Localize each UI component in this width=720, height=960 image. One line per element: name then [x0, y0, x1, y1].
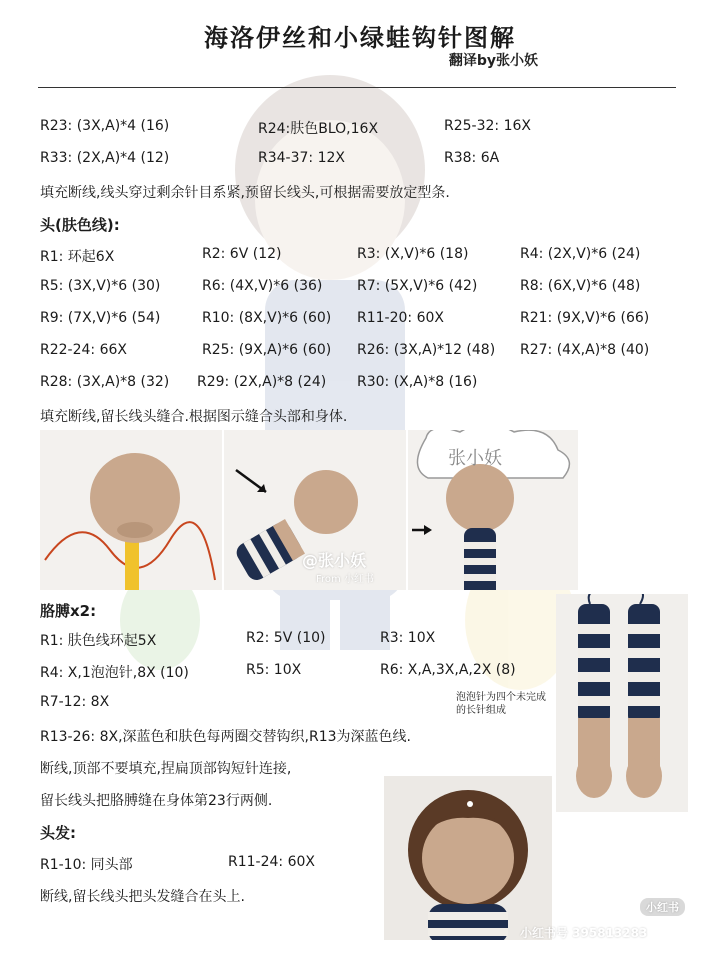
arms-row-r13-26: R13-26: 8X,深蓝色和肤色每两圈交替钩织,R13为深蓝色线. — [40, 729, 411, 745]
hair-heading: 头发: — [40, 824, 76, 842]
arms-row-r1: R1: 肤色线环起5X — [40, 633, 157, 649]
head-row: R1: 环起6X — [40, 249, 115, 265]
photo-assembled-doll — [408, 430, 578, 590]
footer-watermark-id: 小红书号 395813283 — [520, 926, 648, 940]
body-row-r38: R38: 6A — [444, 150, 500, 166]
hair-finish-note: 断线,留长线头把头发缝合在头上. — [40, 889, 245, 905]
photo-doll-with-hair — [384, 776, 552, 940]
body-row-r25-32: R25-32: 16X — [444, 118, 531, 134]
arms-finish-note-1: 断线,顶部不要填充,捏扁顶部钩短针连接, — [40, 761, 292, 777]
title-divider — [38, 87, 676, 88]
translator-credit: 翻译by张小妖 — [448, 53, 538, 69]
arms-row-r7-12: R7-12: 8X — [40, 694, 110, 710]
photo-two-arms — [556, 594, 688, 812]
head-row: R4: (2X,V)*6 (24) — [520, 246, 641, 262]
head-row: R25: (9X,A)*6 (60) — [202, 342, 332, 358]
head-row: R2: 6V (12) — [202, 246, 282, 262]
arms-row-r5: R5: 10X — [246, 662, 302, 678]
arms-row-r3: R3: 10X — [380, 630, 436, 646]
head-row: R7: (5X,V)*6 (42) — [357, 278, 478, 294]
cloud-label: 张小妖 — [448, 448, 502, 469]
head-row: R3: (X,V)*6 (18) — [357, 246, 469, 262]
head-row: R22-24: 66X — [40, 342, 127, 358]
head-row: R27: (4X,A)*8 (40) — [520, 342, 650, 358]
hair-row-r1-10: R1-10: 同头部 — [40, 857, 133, 873]
head-row: R10: (8X,V)*6 (60) — [202, 310, 332, 326]
page-title: 海洛伊丝和小绿蛙钩针图解 — [204, 23, 516, 52]
head-row: R6: (4X,V)*6 (36) — [202, 278, 323, 294]
head-row: R9: (7X,V)*6 (54) — [40, 310, 161, 326]
head-row: R29: (2X,A)*8 (24) — [197, 374, 327, 390]
arms-finish-note-2: 留长线头把胳膊缝在身体第23行两侧. — [40, 793, 273, 809]
watermark-from: From 小红书 — [316, 574, 374, 585]
body-row-r24: R24:肤色BLO,16X — [258, 121, 379, 137]
body-row-r23: R23: (3X,A)*4 (16) — [40, 118, 170, 134]
arms-row-r2: R2: 5V (10) — [246, 630, 326, 646]
head-row: R11-20: 60X — [357, 310, 444, 326]
arms-row-r4: R4: X,1泡泡针,8X (10) — [40, 665, 189, 681]
body-row-r34-37: R34-37: 12X — [258, 150, 345, 166]
footer-watermark-badge: 小红书 — [640, 898, 685, 916]
head-row: R8: (6X,V)*6 (48) — [520, 278, 641, 294]
head-finish-note: 填充断线,留长线头缝合.根据图示缝合头部和身体. — [40, 409, 348, 425]
head-row: R5: (3X,V)*6 (30) — [40, 278, 161, 294]
body-finish-note: 填充断线,线头穿过剩余针目系紧,预留长线头,可根据需要放定型条. — [40, 185, 450, 201]
arms-heading: 胳膊x2: — [40, 602, 97, 620]
photo-head-and-body — [224, 430, 406, 590]
watermark-user: @张小妖 — [302, 551, 367, 570]
body-row-r33: R33: (2X,A)*4 (12) — [40, 150, 170, 166]
head-row: R30: (X,A)*8 (16) — [357, 374, 478, 390]
bobble-note-line-1: 泡泡针为四个未完成 — [456, 692, 546, 703]
head-heading: 头(肤色线): — [40, 216, 120, 234]
hair-row-r11-24: R11-24: 60X — [228, 854, 315, 870]
arms-row-r6: R6: X,A,3X,A,2X (8) — [380, 662, 516, 678]
head-row: R28: (3X,A)*8 (32) — [40, 374, 170, 390]
head-row: R21: (9X,V)*6 (66) — [520, 310, 650, 326]
bobble-note-line-2: 的长针组成 — [456, 705, 506, 716]
head-row: R26: (3X,A)*12 (48) — [357, 342, 496, 358]
photo-head-on-hook — [40, 430, 222, 590]
